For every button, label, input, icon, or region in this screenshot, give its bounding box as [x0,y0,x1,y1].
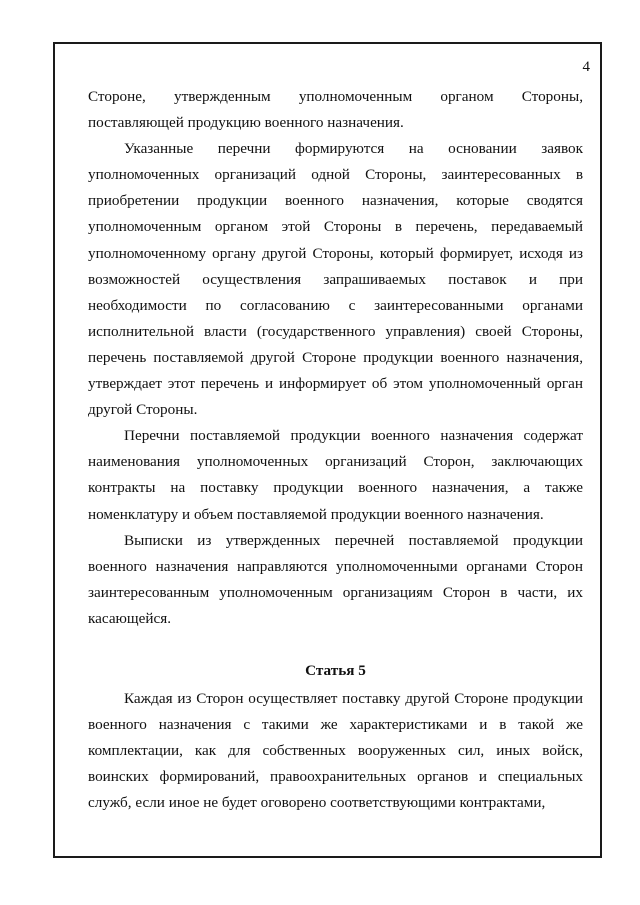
document-body [88,84,583,817]
page-number: 4 [582,59,590,75]
paragraph-article-5: Каждая из Сторон осуществляет поставку другой Стороне продукции военного назначения с такими же характеристиками и в такой же комплектации, как для собственных вооруженных сил, иных войск, воинских формирований, правоохранительных органов и специальных служб, если иное не будет оговорено соответствующими контрактами, [88,690,583,812]
article-heading: Статья 5 [305,661,366,679]
spacer [88,632,583,658]
paragraph-lists-formation: Указанные перечни формируются на основании заявок уполномоченных организаций одной Стороны, заинтересованных в приобретении продукции военного назначения, которые сводятся уполномоченным органом этой Стороны в перечень, передаваемый уполномоченному органу другой Стороны, который формирует, исходя из возможностей осуществления запрашиваемых поставок и при необходимости по согласованию с заинтересованными органами исполнительной власти (государственного управления) своей Стороны, перечень поставляемой другой Стороне продукции военного назначения, утверждает этот перечень и информирует об этом уполномоченный орган другой Стороны. [88,140,583,419]
paragraph-continuation: Стороне, утвержденным уполномоченным органом Стороны, поставляющей продукцию военного назначения. [88,88,583,132]
paragraph-extracts: Выписки из утвержденных перечней поставляемой продукции военного назначения направляются уполномоченными органами Сторон заинтересованным уполномоченным организациям Сторон в части, их касающейся. [88,531,583,627]
paragraph-lists-content: Перечни поставляемой продукции военного назначения содержат наименования уполномоченных организаций Сторон, заключающих контракты на поставку продукции военного назначения, а также номенклатуру и объем поставляемой продукции военного назначения. [88,427,583,523]
